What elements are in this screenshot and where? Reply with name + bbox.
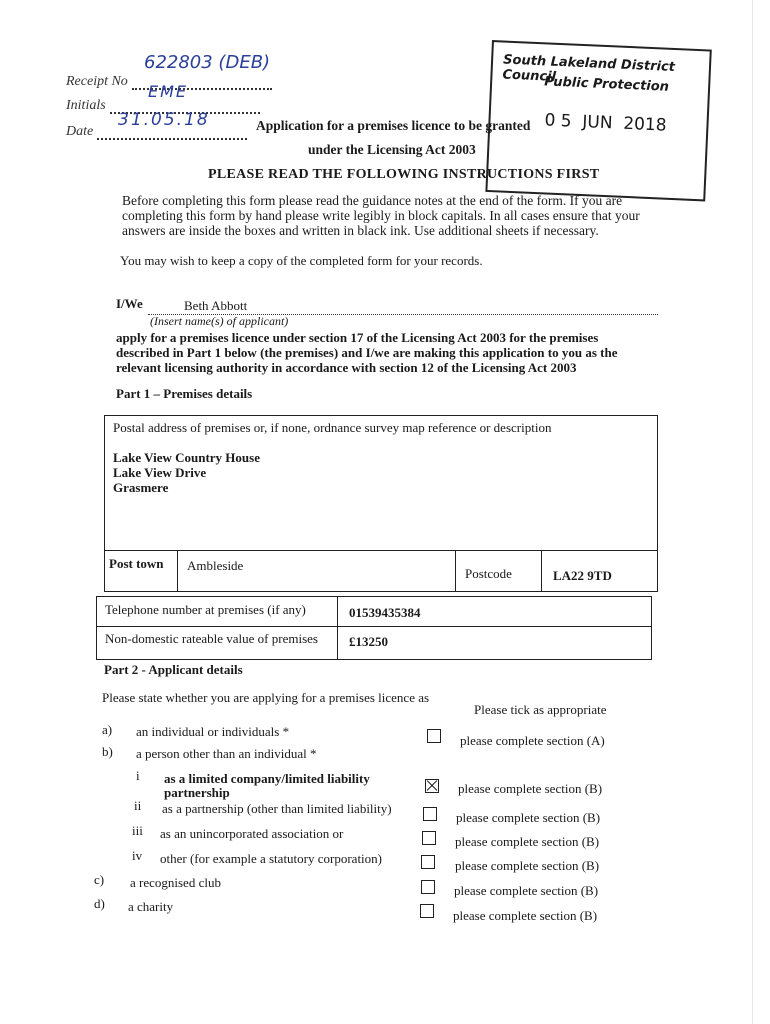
statutory-corporation-checkbox[interactable] <box>421 855 435 869</box>
postcode-separator <box>455 550 456 591</box>
option-iv-action: please complete section (B) <box>455 858 600 873</box>
address-line-3: Grasmere <box>113 480 169 495</box>
option-ii-text: as a partnership (other than limited liability) <box>162 801 392 816</box>
part1-heading: Part 1 – Premises details <box>116 386 253 401</box>
individual-checkbox[interactable] <box>427 729 441 743</box>
initials-value: EME <box>148 82 189 101</box>
option-c-marker: c) <box>94 872 105 887</box>
option-d-marker: d) <box>94 896 105 911</box>
rateable-value-label: Non-domestic rateable value of premises <box>105 631 318 646</box>
receipt-number-label: Receipt No <box>66 74 128 89</box>
instructions-heading: PLEASE READ THE FOLLOWING INSTRUCTIONS FIRST <box>208 167 600 182</box>
copy-note: You may wish to keep a copy of the completed form for your records. <box>120 253 483 268</box>
receipt-number-value: 622803 (DEB) <box>144 52 271 73</box>
telephone-label: Telephone number at premises (if any) <box>105 602 306 617</box>
applicant-name: Beth Abbott <box>184 298 248 313</box>
applicant-hint: (Insert name(s) of applicant) <box>150 314 289 328</box>
option-ii-marker: ii <box>134 798 142 813</box>
option-ii-action: please complete section (B) <box>456 810 601 825</box>
option-iii-text: as an unincorporated association or <box>160 826 344 841</box>
limited-company-checkbox[interactable] <box>425 779 439 793</box>
option-i-marker: i <box>136 768 140 783</box>
form-title: Application for a premises licence to be granted <box>256 118 531 133</box>
part2-heading: Part 2 - Applicant details <box>104 662 243 677</box>
tick-header: Please tick as appropriate <box>474 702 607 717</box>
option-d-text: a charity <box>128 899 174 914</box>
unincorporated-association-checkbox[interactable] <box>422 831 436 845</box>
option-iii-action: please complete section (B) <box>455 834 600 849</box>
post-town-value: Ambleside <box>187 558 244 573</box>
date-label: Date <box>66 124 94 139</box>
telephone-rateable-divider <box>97 626 651 627</box>
intro-paragraph: Before completing this form please read the guidance notes at the end of the form. If you are completing this form by hand please write legibly in block capitals. In all cases ensure that your answers are inside the boxes and written in black ink. Use additional sheets if necessary. <box>122 193 640 238</box>
post-town-label: Post town <box>109 556 164 571</box>
applicant-label: I/We <box>116 296 143 311</box>
stamp-council-name: South Lakeland District Council <box>502 52 676 85</box>
stamp-department: Public Protection <box>543 74 670 95</box>
apply-paragraph: apply for a premises licence under section 17 of the Licensing Act 2003 for the premises described in Part 1 below (the premises) and I/we are making this application to you as the relevant licensing authority in accordance with section 12 of the Licensing Act 2003 <box>116 330 618 375</box>
option-iv-text: other (for example a statutory corporation) <box>160 851 382 866</box>
premises-address-box <box>104 415 658 592</box>
applicant-type-question: Please state whether you are applying for a premises licence as <box>102 690 430 705</box>
postcode-label: Postcode <box>465 566 512 581</box>
stamp-date: 0 5 JUN 2018 <box>544 110 667 136</box>
post-town-divider <box>105 550 657 551</box>
date-value: 31.05.18 <box>118 110 210 130</box>
option-d-action: please complete section (B) <box>453 908 598 923</box>
telephone-value: 01539435384 <box>349 605 421 620</box>
postcode-value: LA22 9TD <box>553 568 612 583</box>
post-town-separator <box>177 550 178 591</box>
option-b-text: a person other than an individual * <box>136 746 317 761</box>
option-a-text: an individual or individuals * <box>136 724 290 739</box>
recognised-club-checkbox[interactable] <box>421 880 435 894</box>
option-c-text: a recognised club <box>130 875 221 890</box>
form-subtitle: under the Licensing Act 2003 <box>308 142 476 157</box>
option-i-action: please complete section (B) <box>458 781 603 796</box>
option-iii-marker: iii <box>132 823 143 838</box>
partnership-checkbox[interactable] <box>423 807 437 821</box>
postcode-value-separator <box>541 550 542 591</box>
address-label: Postal address of premises or, if none, ordnance survey map reference or description <box>113 420 552 435</box>
telephone-rateable-box <box>96 596 652 660</box>
telephone-separator <box>337 597 338 659</box>
initials-label: Initials <box>66 98 106 113</box>
option-a-action: please complete section (A) <box>460 733 605 748</box>
address-line-1: Lake View Country House <box>113 450 260 465</box>
charity-checkbox[interactable] <box>420 904 434 918</box>
option-i-text: as a limited company/limited liability partnership <box>164 771 370 800</box>
address-line-2: Lake View Drive <box>113 465 207 480</box>
option-b-marker: b) <box>102 744 113 759</box>
option-c-action: please complete section (B) <box>454 883 599 898</box>
option-iv-marker: iv <box>132 848 143 863</box>
receipt-block <box>66 52 286 142</box>
option-a-marker: a) <box>102 722 113 737</box>
rateable-value: £13250 <box>349 634 388 649</box>
scan-edge <box>752 0 753 1024</box>
